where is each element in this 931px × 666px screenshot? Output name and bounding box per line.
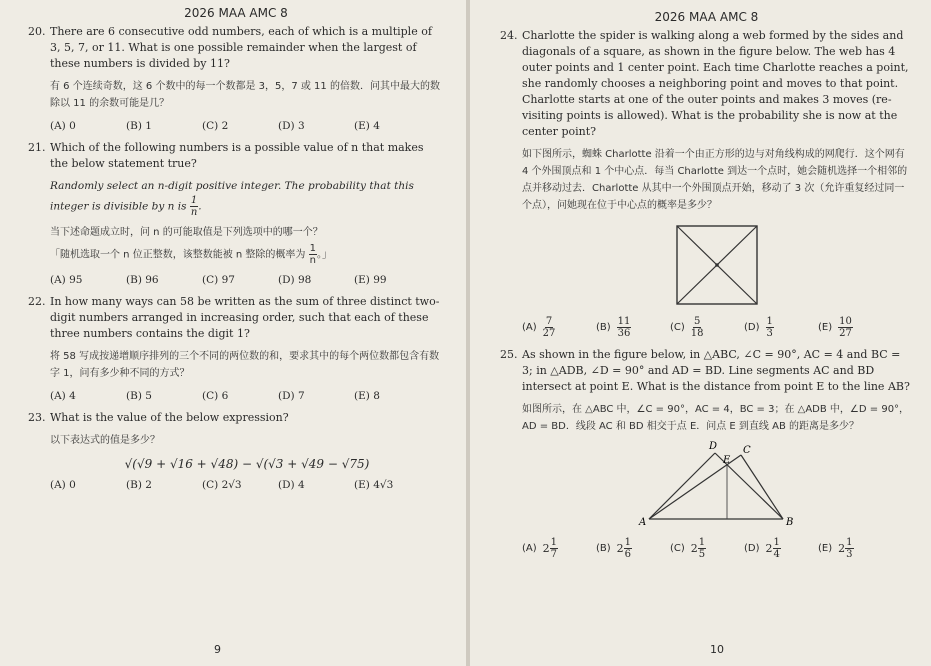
math-expression: √(√9 + √16 + √48) − √(√3 + √49 − √75) xyxy=(124,457,370,471)
choice-d[interactable]: (D) 7 xyxy=(278,390,305,402)
choice-label: (B) xyxy=(596,543,611,554)
fraction-denominator: 5 xyxy=(698,549,706,560)
choice-d[interactable] xyxy=(744,537,818,560)
choice-b[interactable]: (B) 5 xyxy=(126,390,152,402)
mixed-whole: 2 xyxy=(690,542,698,555)
question-24 xyxy=(500,28,913,339)
page-number: 9 xyxy=(214,643,221,656)
mixed-whole: 2 xyxy=(542,542,550,555)
choice-e[interactable] xyxy=(818,537,878,560)
choice-mixed-number xyxy=(766,537,781,560)
question-text-en: In how many ways can 58 be written as the sum of three distinct two-digit numbers arranged in increasing order, such that each of these three numbers contains the digit 1? xyxy=(50,295,440,340)
fraction-numerator: 1 xyxy=(766,316,773,327)
mixed-fraction xyxy=(845,537,853,560)
mixed-whole: 2 xyxy=(765,542,773,555)
fraction-denominator: 3 xyxy=(846,549,853,560)
fraction-numerator: 5 xyxy=(693,316,701,327)
answer-choices xyxy=(50,390,444,402)
choice-label: (E) xyxy=(818,322,833,333)
choice-fraction xyxy=(691,316,704,339)
question-21 xyxy=(28,140,444,286)
question-text-zh: 如图所示，在 △ABC 中，∠C = 90°，AC = 4，BC = 3；在 △ADB 中，∠D = 90°，AD = BD．线段 AC 和 BD 相交于点 E．问点 E 到直线 AB 的距离是多少？ xyxy=(522,404,910,432)
fraction-numerator: 10 xyxy=(839,316,852,327)
fraction-numerator: 1 xyxy=(698,537,706,548)
mixed-fraction xyxy=(698,537,706,560)
question-23 xyxy=(28,410,444,491)
choice-label: (A) xyxy=(522,322,537,333)
fraction-denominator: 36 xyxy=(617,328,631,339)
choice-d[interactable]: (D) 4 xyxy=(278,479,305,491)
fraction-denominator: 27 xyxy=(542,328,556,339)
choice-c[interactable] xyxy=(670,537,744,560)
fraction-numerator: 1 xyxy=(773,537,780,548)
label-a: A xyxy=(638,517,646,528)
question-22 xyxy=(28,294,444,402)
question-text-zh: 将 58 写成按递增顺序排列的三个不同的两位数的和，要求其中的每个两位数都包含有数字 1，问有多少种不同的方式？ xyxy=(50,351,440,379)
answer-choices xyxy=(50,274,444,286)
answer-choices xyxy=(50,120,444,132)
choice-label: (B) xyxy=(596,322,611,333)
choice-c[interactable]: (C) 6 xyxy=(202,390,229,402)
question-text-en: What is the value of the below expression? xyxy=(50,411,289,424)
mixed-fraction xyxy=(624,537,632,560)
statement-zh-text: 「随机选取一个 n 位正整数，该整数能被 n 整除的概率为 xyxy=(50,249,306,261)
statement-en: Randomly select an n-digit positive integer. The probability that this integer is divisible by n is $\frac{1}{n}$ . xyxy=(50,180,414,218)
choice-c[interactable]: (C) 2√3 xyxy=(202,479,242,491)
fraction-denominator: n xyxy=(190,207,198,218)
choice-d[interactable]: (D) 98 xyxy=(278,274,312,286)
mixed-whole: 2 xyxy=(616,542,624,555)
choice-a[interactable] xyxy=(522,316,596,339)
choice-a[interactable]: (A) 4 xyxy=(50,390,76,402)
choice-b[interactable]: (B) 1 xyxy=(126,120,152,132)
question-25 xyxy=(500,347,913,560)
answer-choices xyxy=(522,316,913,339)
triangle-figure xyxy=(522,439,913,531)
spider-web-figure xyxy=(522,222,913,308)
statement-en-text: Randomly select an n-digit positive integer. The probability that this integer is divisible by n is xyxy=(50,180,414,213)
question-20 xyxy=(28,24,444,132)
choice-e[interactable]: (E) 99 xyxy=(354,274,387,286)
page-header: 2026 MAA AMC 8 xyxy=(184,6,288,20)
question-text-zh: 有 6 个连续奇数，这 6 个数中的每一个数都是 3，5，7 或 11 的倍数．问其中最大的数除以 11 的余数可能是几？ xyxy=(50,81,440,109)
question-number: 23. xyxy=(28,411,46,424)
fraction-denominator: 6 xyxy=(624,549,632,560)
choice-d[interactable] xyxy=(744,316,818,339)
choice-fraction xyxy=(543,316,556,339)
fraction-numerator: 1 xyxy=(624,537,632,548)
question-text-en: There are 6 consecutive odd numbers, each of which is a multiple of 3, 5, 7, or 11. What is one possible remainder when the largest of these numbers is divided by 11? xyxy=(50,25,432,70)
fraction-denominator: n xyxy=(309,255,316,266)
label-b: B xyxy=(785,517,793,528)
choice-c[interactable]: (C) 97 xyxy=(202,274,235,286)
choice-label: (D) xyxy=(744,543,760,554)
choice-mixed-number xyxy=(691,537,706,560)
choice-mixed-number xyxy=(838,537,853,560)
fraction-1-over-n xyxy=(309,243,317,266)
page-header: 2026 MAA AMC 8 xyxy=(654,10,759,24)
center-point xyxy=(715,263,719,267)
choice-a[interactable]: (A) 0 xyxy=(50,120,76,132)
fraction-numerator: 7 xyxy=(545,316,553,327)
question-text-en: Which of the following numbers is a possible value of n that makes the below statement true? xyxy=(50,141,424,170)
segment-ad xyxy=(649,453,715,519)
choice-a[interactable]: (A) 95 xyxy=(50,274,83,286)
fraction-denominator: 3 xyxy=(766,328,773,339)
choice-fraction xyxy=(617,316,632,339)
segment-cb xyxy=(741,455,783,519)
choice-label: (C) xyxy=(670,322,685,333)
label-c: C xyxy=(742,445,751,456)
question-text-en: As shown in the figure below, in △ABC, ∠C = 90°, AC = 4 and BC = 3; in △ADB, ∠D = 90° and AD = BD. Line segments AC and BD intersect at point E. What is the distance from point E to the line AB? xyxy=(522,348,910,393)
choice-fraction xyxy=(766,316,774,339)
square-web-diagram xyxy=(673,222,763,308)
question-text-zh: 如下图所示，蜘蛛 Charlotte 沿着一个由正方形的边与对角线构成的网爬行．这个网有 4 个外围顶点和 1 个中心点．每当 Charlotte 到达一个点时，她会随机选择一个相邻的点并移动过去．Charlotte 从其中一个外围顶点开始，移动了 3 次（允许重复经过同一个点），问她现在位于中心点的概率是多少？ xyxy=(522,149,908,211)
choice-c[interactable]: (C) 2 xyxy=(202,120,229,132)
choice-label: (D) xyxy=(744,322,760,333)
page-number: 10 xyxy=(710,643,724,656)
label-d: D xyxy=(708,441,717,452)
mixed-fraction xyxy=(773,537,781,560)
question-number: 24. xyxy=(500,29,518,42)
choice-label: (C) xyxy=(670,543,685,554)
mixed-fraction xyxy=(550,537,558,560)
question-number: 20. xyxy=(28,25,46,38)
question-number: 25. xyxy=(500,348,518,361)
question-text-en: Charlotte the spider is walking along a web formed by the sides and diagonals of a square, as shown in the figure below. The web has 4 outer points and 1 center point. Each time Charlotte reaches a point, she randomly chooses a neighboring point and moves to that point. Charlotte starts at one of the outer points and makes 3 moves (re-visiting points is allowed). What is the probability she is now at the center point? xyxy=(522,29,909,138)
fraction-1-over-n xyxy=(190,195,198,218)
choice-e[interactable]: (E) 4 xyxy=(354,120,380,132)
choice-b[interactable]: (B) 96 xyxy=(126,274,159,286)
fraction-numerator: 1 xyxy=(846,537,853,548)
statement-zh xyxy=(50,243,444,266)
question-text-zh: 当下述命题成立时，问 n 的可能取值是下列选项中的哪一个？ xyxy=(50,227,323,238)
choice-e[interactable]: (E) 4√3 xyxy=(354,479,394,491)
answer-choices xyxy=(522,537,913,560)
choice-a[interactable] xyxy=(522,537,596,560)
choice-label: (E) xyxy=(818,543,833,554)
choice-mixed-number xyxy=(617,537,632,560)
right-page xyxy=(470,0,931,666)
choice-e[interactable]: (E) 8 xyxy=(354,390,380,402)
fraction-denominator: 27 xyxy=(839,328,852,339)
fraction-denominator: 18 xyxy=(690,328,704,339)
statement-zh-end: 。」 xyxy=(316,249,332,261)
choice-b[interactable] xyxy=(596,537,670,560)
fraction-numerator: 1 xyxy=(309,243,316,254)
fraction-numerator: 1 xyxy=(550,537,558,548)
question-number: 22. xyxy=(28,295,46,308)
choice-mixed-number xyxy=(543,537,558,560)
fraction-numerator: 11 xyxy=(617,316,631,327)
question-number: 21. xyxy=(28,141,46,154)
choice-c[interactable] xyxy=(670,316,744,339)
triangle-diagram xyxy=(633,439,803,531)
answer-choices xyxy=(50,479,444,491)
question-text-zh: 以下表达式的值是多少？ xyxy=(50,435,160,446)
choice-d[interactable]: (D) 3 xyxy=(278,120,305,132)
mixed-whole: 2 xyxy=(838,542,846,555)
fraction-denominator: 7 xyxy=(550,549,558,560)
choice-b[interactable] xyxy=(596,316,670,339)
fraction-numerator: 1 xyxy=(190,195,198,206)
choice-fraction xyxy=(838,316,853,339)
choice-b[interactable]: (B) 2 xyxy=(126,479,152,491)
choice-label: (A) xyxy=(522,543,537,554)
fraction-denominator: 4 xyxy=(773,549,780,560)
choice-e[interactable] xyxy=(818,316,878,339)
choice-a[interactable]: (A) 0 xyxy=(50,479,76,491)
label-e: E xyxy=(722,455,730,466)
